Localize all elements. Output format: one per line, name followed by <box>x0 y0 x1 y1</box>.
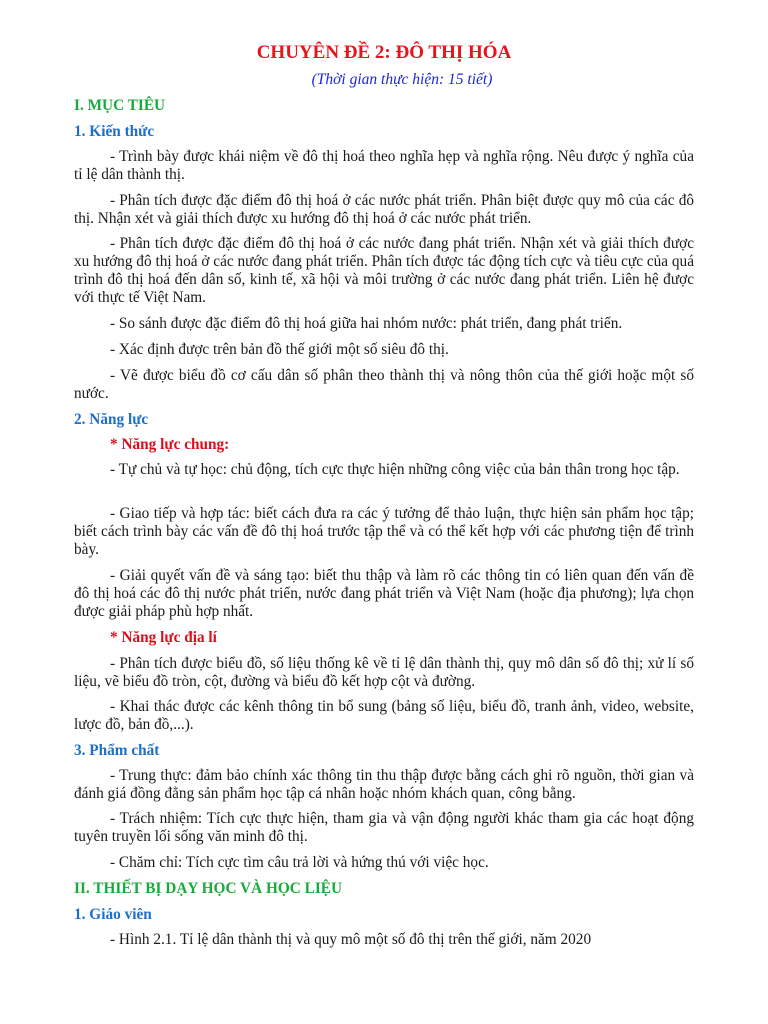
document-subtitle: (Thời gian thực hiện: 15 tiết) <box>311 71 493 88</box>
paragraph: - Phân tích được biểu đồ, số liệu thống kê về tỉ lệ dân thành thị, quy mô dân số đô thị; xử lí số liệu, vẽ biểu đồ tròn, cột, đường và biểu đồ kết hợp cột và đường. <box>74 655 694 690</box>
paragraph: - Phân tích được đặc điểm đô thị hoá ở các nước phát triển. Phân biệt được quy mô của các đô thị. Nhận xét và giải thích được xu hướng đô thị hoá ở các nước phát triển. <box>74 192 694 227</box>
subheading-teacher: 1. Giáo viên <box>74 906 152 923</box>
paragraph: - Giải quyết vấn đề và sáng tạo: biết thu thập và làm rõ các thông tin có liên quan đến vấn đề đô thị hoá các đô thị nước phát triển, nước đang phát triển và Việt Nam (hoặc địa phương); lựa chọn được giải pháp phù hợp nhất. <box>74 567 694 620</box>
paragraph: - Trung thực: đảm bảo chính xác thông tin thu thập được bằng cách ghi rõ nguồn, thời gian và đánh giá đồng đẳng sản phẩm học tập cá nhân hoặc nhóm khách quan, công bằng. <box>74 767 694 802</box>
subheading-general-competence: * Năng lực chung: <box>110 436 230 453</box>
paragraph: - Trình bày được khái niệm về đô thị hoá theo nghĩa hẹp và nghĩa rộng. Nêu được ý nghĩa của tỉ lệ dân thành thị. <box>74 148 694 183</box>
subheading-qualities: 3. Phẩm chất <box>74 742 160 759</box>
paragraph: - Giao tiếp và hợp tác: biết cách đưa ra các ý tưởng để thảo luận, thực hiện sản phẩm học tập; biết cách trình bày các vấn đề đô thị hoá trước tập thể và có thể kết hợp với các phương tiện để trình bày. <box>74 505 694 558</box>
subheading-competence: 2. Năng lực <box>74 411 149 428</box>
section-heading-objectives: I. MỤC TIÊU <box>74 97 166 114</box>
section-heading-equipment: II. THIẾT BỊ DẠY HỌC VÀ HỌC LIỆU <box>74 880 343 897</box>
paragraph: - Vẽ được biểu đồ cơ cấu dân số phân theo thành thị và nông thôn của thế giới hoặc một số nước. <box>74 367 694 402</box>
subheading-geography-competence: * Năng lực địa lí <box>110 629 217 646</box>
paragraph: - So sánh được đặc điểm đô thị hoá giữa hai nhóm nước: phát triển, đang phát triển. <box>110 315 623 332</box>
paragraph: - Chăm chỉ: Tích cực tìm câu trả lời và hứng thú với việc học. <box>110 854 489 871</box>
paragraph: - Trách nhiệm: Tích cực thực hiện, tham gia và vận động người khác tham gia các hoạt động tuyên truyền lối sống văn minh đô thị. <box>74 810 694 845</box>
subheading-knowledge: 1. Kiến thức <box>74 123 155 140</box>
paragraph: - Hình 2.1. Tỉ lệ dân thành thị và quy mô một số đô thị trên thế giới, năm 2020 <box>110 931 592 948</box>
paragraph: - Tự chủ và tự học: chủ động, tích cực thực hiện những công việc của bản thân trong học tập. <box>110 461 680 478</box>
paragraph: - Xác định được trên bản đồ thế giới một số siêu đô thị. <box>110 341 449 358</box>
paragraph: - Khai thác được các kênh thông tin bổ sung (bảng số liệu, biểu đồ, tranh ảnh, video, website, lược đồ, bản đồ,...). <box>74 698 694 733</box>
document-title: CHUYÊN ĐỀ 2: ĐÔ THỊ HÓA <box>256 42 512 63</box>
paragraph: - Phân tích được đặc điểm đô thị hoá ở các nước đang phát triển. Nhận xét và giải thích được xu hướng đô thị hoá ở các nước đang phát triển. Phân tích được tác động tích cực và tiêu cực của quá trình đô thị hoá đến dân số, kinh tế, xã hội và môi trường ở các nước đang phát triển. Liên hệ được với thực tế Việt Nam. <box>74 235 694 306</box>
